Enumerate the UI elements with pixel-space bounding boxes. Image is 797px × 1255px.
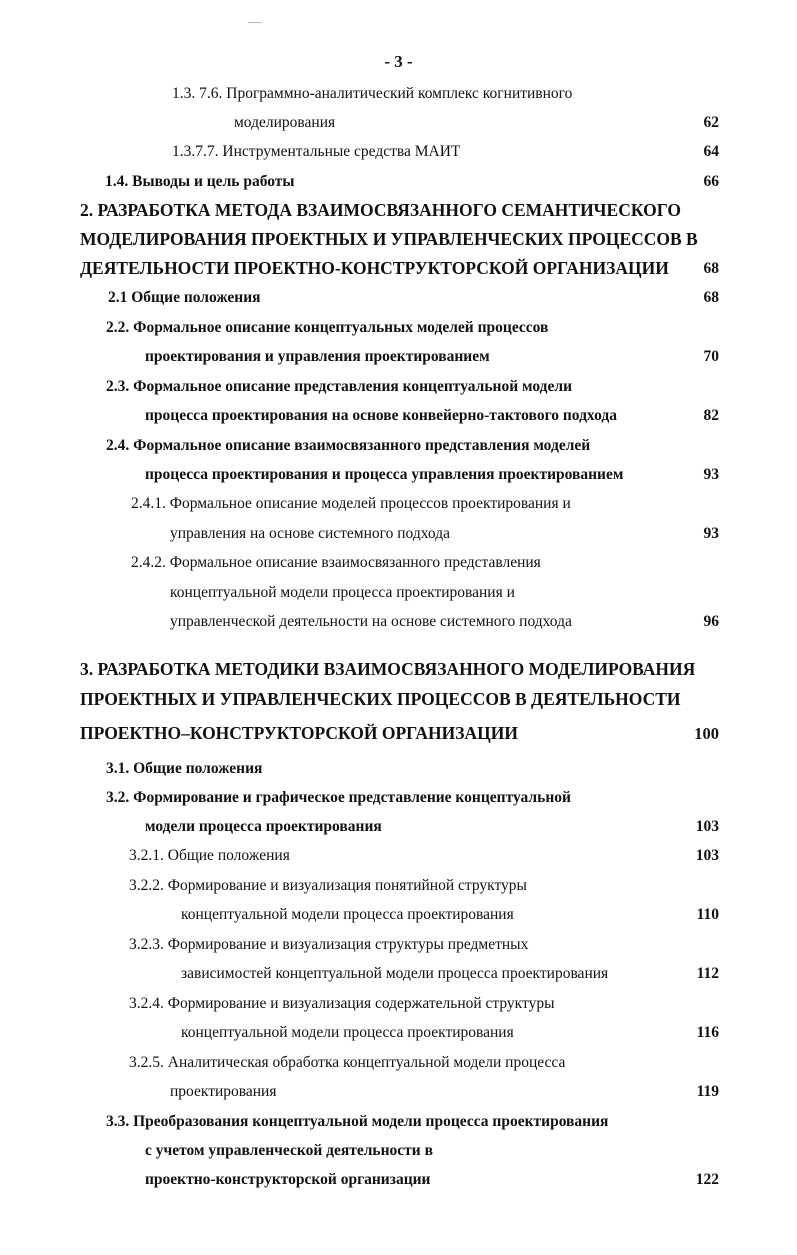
toc-line: 2.4. Формальное описание взаимосвязанного представления моделей xyxy=(106,437,591,454)
toc-line: 1.3. 7.6. Программно-аналитический комплекс когнитивного xyxy=(172,85,573,102)
toc-line: 1.4. Выводы и цель работы xyxy=(105,173,295,190)
toc-line: 3.1. Общие положения xyxy=(106,760,263,777)
toc-page-number: 68 xyxy=(703,289,719,306)
toc-page-number: 103 xyxy=(695,847,719,864)
toc-page-number: 116 xyxy=(696,1024,719,1041)
toc-line: 2.4.1. Формальное описание моделей процессов проектирования и xyxy=(131,495,571,512)
toc-line: 3.2. Формирование и графическое представление концептуальной xyxy=(106,789,571,806)
toc-line: проектирования и управления проектированием xyxy=(145,348,490,365)
toc-line: 3.2.5. Аналитическая обработка концептуальной модели процесса xyxy=(129,1054,566,1071)
toc-line: процесса проектирования и процесса управления проектированием xyxy=(145,466,624,483)
toc-line: с учетом управленческой деятельности в xyxy=(145,1142,433,1159)
toc-page-number: 62 xyxy=(703,114,719,131)
toc-line: 3.2.1. Общие положения xyxy=(129,847,290,864)
toc-line: 2.3. Формальное описание представления концептуальной модели xyxy=(106,378,573,395)
toc-page-number: 122 xyxy=(695,1171,719,1188)
toc-page-number: 66 xyxy=(703,173,719,190)
toc-chapter-line: 3. РАЗРАБОТКА МЕТОДИКИ ВЗАИМОСВЯЗАННОГО МОДЕЛИРОВАНИЯ xyxy=(80,659,696,679)
toc-line: зависимостей концептуальной модели процесса проектирования xyxy=(181,965,609,982)
toc-page-number: 93 xyxy=(703,525,719,542)
toc-page-number: 119 xyxy=(696,1083,719,1100)
toc-line: процесса проектирования на основе конвейерно-тактового подхода xyxy=(145,407,617,424)
toc-page-number: 100 xyxy=(694,724,719,743)
toc-line: концептуальной модели процесса проектирования и xyxy=(170,584,515,601)
toc-line: концептуальной модели процесса проектирования xyxy=(181,906,514,923)
toc-line: 2.1 Общие положения xyxy=(108,289,261,306)
toc-page-number: 64 xyxy=(703,143,719,160)
scan-speck xyxy=(248,22,262,23)
toc-line: концептуальной модели процесса проектирования xyxy=(181,1024,514,1041)
toc-chapter-line: МОДЕЛИРОВАНИЯ ПРОЕКТНЫХ И УПРАВЛЕНЧЕСКИХ ПРОЦЕССОВ В xyxy=(80,229,698,249)
toc-line: 3.3. Преобразования концептуальной модели процесса проектирования xyxy=(106,1113,609,1130)
toc-line: 2.2. Формальное описание концептуальных моделей процессов xyxy=(106,319,549,336)
toc-line: проектирования xyxy=(170,1083,277,1100)
toc-line: 3.2.2. Формирование и визуализация понятийной структуры xyxy=(129,877,527,894)
toc-page-number: 103 xyxy=(695,818,719,835)
toc-line: управленческой деятельности на основе системного подхода xyxy=(170,613,572,630)
toc-line: 1.3.7.7. Инструментальные средства МАИТ xyxy=(172,143,461,160)
toc-page-number: 68 xyxy=(703,260,719,277)
toc-chapter-line: ПРОЕКТНО–КОНСТРУКТОРСКОЙ ОРГАНИЗАЦИИ xyxy=(80,723,518,743)
toc-line: управления на основе системного подхода xyxy=(170,525,450,542)
toc-line: моделирования xyxy=(234,114,336,131)
toc-page-number: 93 xyxy=(703,466,719,483)
toc-chapter-line: ПРОЕКТНЫХ И УПРАВЛЕНЧЕСКИХ ПРОЦЕССОВ В ДЕЯТЕЛЬНОСТИ xyxy=(80,689,681,709)
toc-page-number: 96 xyxy=(703,613,719,630)
toc-page-number: 82 xyxy=(703,407,719,424)
toc-line: проектно-конструкторской организации xyxy=(145,1171,431,1188)
page-number: - 3 - xyxy=(384,52,413,71)
toc-line: модели процесса проектирования xyxy=(145,818,382,835)
toc-line: 2.4.2. Формальное описание взаимосвязанного представления xyxy=(131,554,541,571)
toc-line: 3.2.4. Формирование и визуализация содержательной структуры xyxy=(129,995,555,1012)
toc-page-number: 70 xyxy=(703,348,719,365)
toc-chapter-line: 2. РАЗРАБОТКА МЕТОДА ВЗАИМОСВЯЗАННОГО СЕМАНТИЧЕСКОГО xyxy=(80,200,682,220)
toc-page-number: 110 xyxy=(696,906,719,923)
toc-chapter-line: ДЕЯТЕЛЬНОСТИ ПРОЕКТНО-КОНСТРУКТОРСКОЙ ОРГАНИЗАЦИИ xyxy=(80,258,669,278)
toc-page-number: 112 xyxy=(696,965,719,982)
toc-line: 3.2.3. Формирование и визуализация структуры предметных xyxy=(129,936,529,953)
